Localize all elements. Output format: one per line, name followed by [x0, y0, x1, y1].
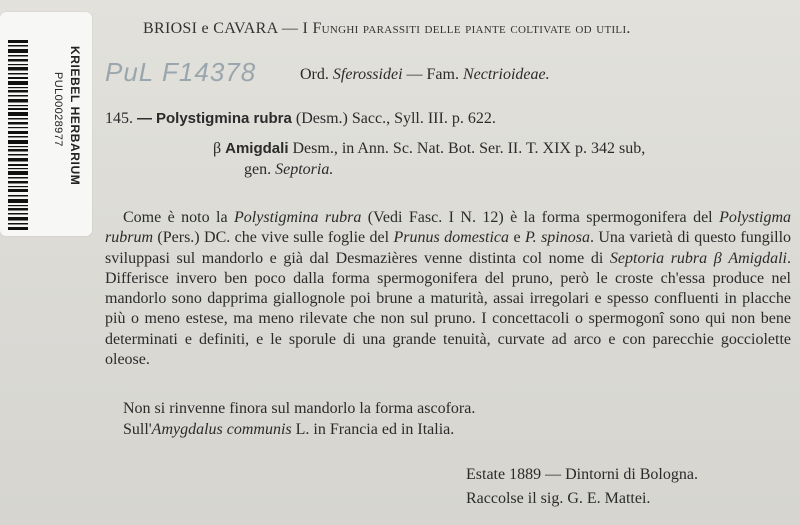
desc-text-1: Come è noto la — [123, 209, 228, 226]
desc-taxon-2: Polystigma rubrum — [105, 209, 792, 247]
collector: Raccolse il sig. G. E. Mattei. — [466, 490, 651, 507]
variety-name: Amigdali — [225, 140, 289, 157]
specimen-code: PUL00028977 — [52, 72, 64, 147]
host-name: Amygdalus communis — [151, 421, 292, 438]
collection-date-place: Estate 1889 — Dintorni di Bologna. — [466, 466, 698, 483]
entry-number: 145. — [105, 110, 133, 127]
desc-text-5: . Una varietà di questo fungillo sviluppasi sul mandorlo e già dal Desmazières venne distinta col nome di — [105, 229, 792, 267]
page-header — [143, 20, 631, 38]
genus-value: Septoria. — [275, 161, 334, 178]
barcode-label — [0, 12, 92, 236]
desc-taxon-4: P. spinosa — [524, 229, 590, 247]
entry-dash: — — [137, 110, 152, 127]
header-authors: BRIOSI e CAVARA — [143, 20, 278, 37]
variety-line — [213, 140, 645, 158]
desc-taxon-3: Prunus domestica — [393, 229, 510, 247]
desc-taxon-1: Polystigmina rubra — [234, 209, 362, 226]
genus-label: gen. — [244, 161, 272, 178]
classification-line — [300, 66, 550, 84]
order-value: Sferossidei — [332, 66, 403, 83]
note-ascofora: Non si rinvenne finora sul mandorlo la forma ascofora. — [123, 400, 476, 417]
variety-citation: Desm., in Ann. Sc. Nat. Bot. Ser. II. T. XIX p. 342 sub, — [292, 140, 646, 157]
description-paragraph — [105, 208, 791, 370]
host-prefix: Sull' — [123, 421, 152, 438]
order-label: Ord. — [300, 66, 329, 83]
header-dash: — — [281, 20, 299, 37]
classification-dash: — — [406, 66, 423, 83]
desc-text-2: (Vedi Fasc. I N. 12) è la forma spermogonifera del — [367, 209, 713, 226]
barcode-image — [8, 40, 28, 230]
species-entry — [105, 110, 496, 128]
note-host — [123, 421, 454, 439]
header-series: I Funghi parassiti delle piante coltivate od utili. — [302, 20, 631, 37]
herbarium-name: KRIEBEL HERBARIUM — [68, 46, 82, 186]
variety-genus-line — [244, 161, 333, 179]
species-citation: (Desm.) Sacc., Syll. III. p. 622. — [295, 110, 496, 127]
family-value: Nectrioideae. — [462, 66, 550, 83]
family-label: Fam. — [426, 66, 459, 83]
handwritten-accession-number: PuL F14378 — [105, 57, 257, 87]
variety-symbol: β — [213, 140, 222, 157]
desc-text-6: . Differisce invero ben poco dalla forma spermogonifera del pruno, però le croste ch'essa produce nel mandorlo sono dapprima giallognole poi brune a maturità, assai irregolari e spesso confluenti in placche più o meno estese, ma meno rilevate che non sul pruno. I concettacoli o spermogonî sono qui non bene determinati e definiti, e le sporule di una grande tenuità, curvate ad arco e con parecchie gocciolette oleose. — [105, 249, 791, 369]
desc-text-4: e — [513, 229, 521, 247]
desc-taxon-5: Septoria rubra β Amigdali — [609, 249, 787, 267]
species-name: Polystigmina rubra — [156, 110, 292, 127]
desc-text-3: (Pers.) DC. che vive sulle foglie del — [157, 229, 390, 247]
host-suffix: L. in Francia ed in Italia. — [295, 421, 455, 438]
